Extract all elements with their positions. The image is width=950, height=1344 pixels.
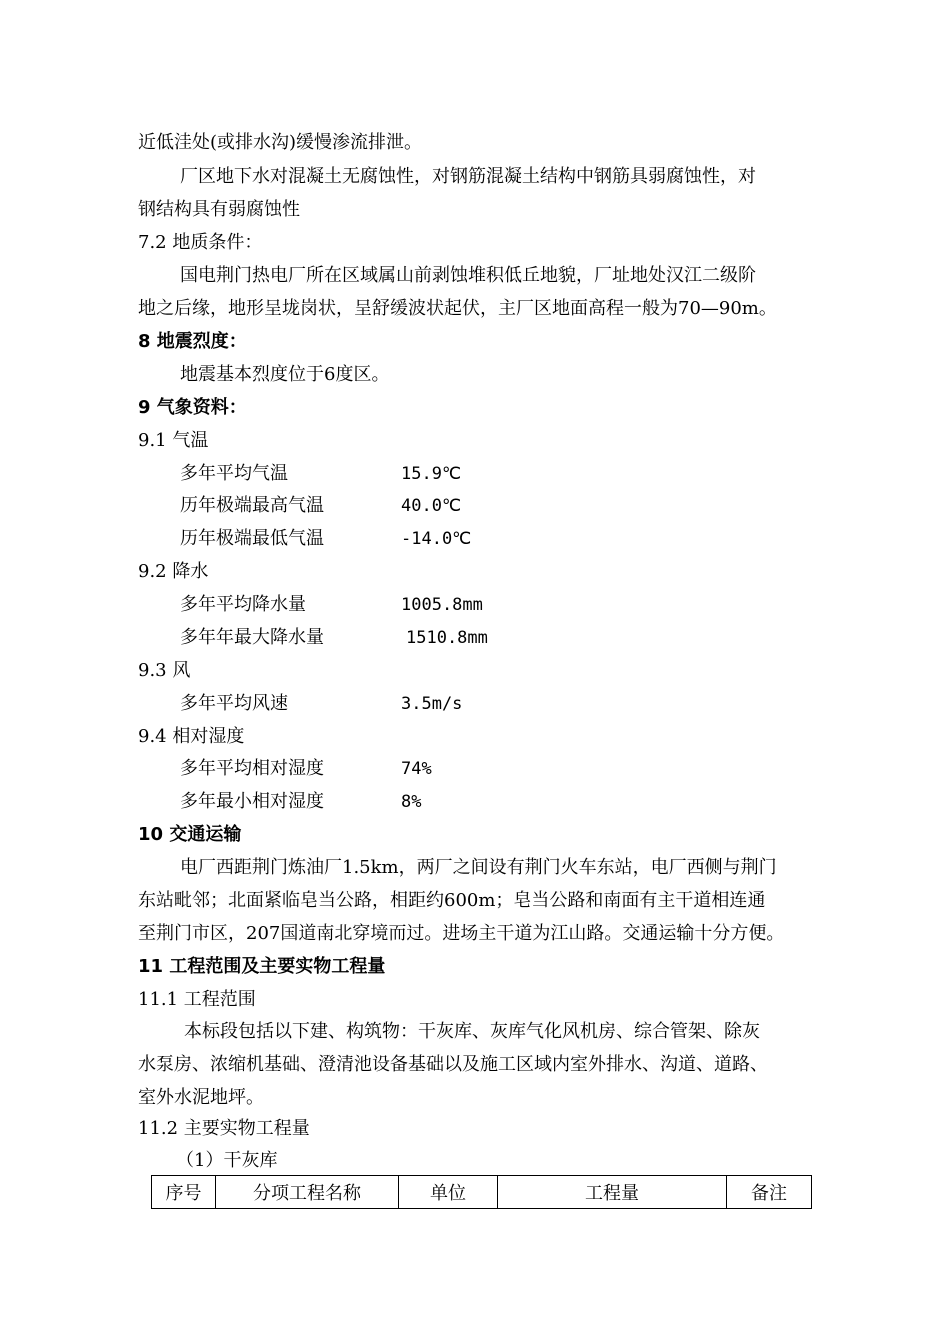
climate-label: 多年平均相对湿度: [180, 758, 324, 779]
section-heading-9-3: 9.3 风: [138, 660, 191, 681]
climate-value: 15.9℃: [401, 464, 462, 484]
section-heading-11-1: 11.1 工程范围: [138, 989, 256, 1010]
table-header-cell: 单位: [399, 1176, 498, 1209]
paragraph-line: 电厂西距荆门炼油厂1.5km，两厂之间设有荆门火车东站，电厂西侧与荆门: [180, 857, 777, 878]
climate-label: 多年平均风速: [180, 693, 288, 714]
paragraph-line: 至荆门市区，207国道南北穿境而过。进场主干道为江山路。交通运输十分方便。: [138, 923, 785, 944]
paragraph-line: 室外水泥地坪。: [138, 1087, 264, 1108]
section-heading-11: 11 工程范围及主要实物工程量: [138, 956, 386, 977]
climate-value: 40.0℃: [401, 496, 462, 516]
climate-label: 多年最小相对湿度: [180, 791, 324, 812]
section-heading-9-1: 9.1 气温: [138, 430, 209, 451]
table-header-cell: 序号: [152, 1176, 216, 1209]
table-header-cell: 分项工程名称: [216, 1176, 399, 1209]
paragraph-line: 水泵房、浓缩机基础、澄清池设备基础以及施工区域内室外排水、沟道、道路、: [138, 1054, 768, 1075]
paragraph-line: 厂区地下水对混凝土无腐蚀性，对钢筋混凝土结构中钢筋具弱腐蚀性，对: [180, 166, 756, 187]
subsection-heading: （1）干灰库: [176, 1150, 278, 1171]
climate-value: 74%: [401, 759, 432, 779]
paragraph-line: 本标段包括以下建、构筑物：干灰库、灰库气化风机房、综合管架、除灰: [184, 1021, 760, 1042]
paragraph-line: 钢结构具有弱腐蚀性: [138, 199, 300, 220]
quantity-table: [151, 1175, 812, 1209]
table-header-cell: 工程量: [498, 1176, 727, 1209]
paragraph-line: 近低洼处(或排水沟)缓慢渗流排泄。: [138, 132, 423, 153]
climate-value: -14.0℃: [401, 529, 472, 549]
table-header-cell: 备注: [727, 1176, 812, 1209]
climate-label: 多年平均气温: [180, 463, 288, 484]
section-heading-9: 9 气象资料：: [138, 397, 247, 418]
section-heading-11-2: 11.2 主要实物工程量: [138, 1118, 310, 1139]
section-heading-9-4: 9.4 相对湿度: [138, 726, 245, 747]
climate-label: 历年极端最低气温: [180, 528, 324, 549]
climate-value: 1005.8mm: [401, 595, 483, 615]
section-heading-7-2: 7.2 地质条件：: [138, 232, 263, 253]
section-heading-9-2: 9.2 降水: [138, 561, 209, 582]
climate-value: 3.5m/s: [401, 694, 463, 714]
paragraph-line: 地之后缘，地形呈垅岗状，呈舒缓波状起伏，主厂区地面高程一般为70—90m。: [138, 298, 777, 319]
paragraph-line: 国电荆门热电厂所在区域属山前剥蚀堆积低丘地貌，厂址地处汉江二级阶: [180, 265, 756, 286]
section-heading-10: 10 交通运输: [138, 824, 242, 845]
paragraph-line: 东站毗邻；北面紧临皂当公路，相距约600m；皂当公路和南面有主干道相连通: [138, 890, 766, 911]
climate-value: 1510.8mm: [406, 628, 488, 648]
climate-label: 多年平均降水量: [180, 594, 306, 615]
climate-label: 多年年最大降水量: [180, 627, 324, 648]
climate-label: 历年极端最高气温: [180, 495, 324, 516]
section-heading-8: 8 地震烈度：: [138, 331, 247, 352]
climate-value: 8%: [401, 792, 422, 812]
table-header-row: [152, 1176, 812, 1209]
paragraph-line: 地震基本烈度位于6度区。: [180, 364, 390, 385]
